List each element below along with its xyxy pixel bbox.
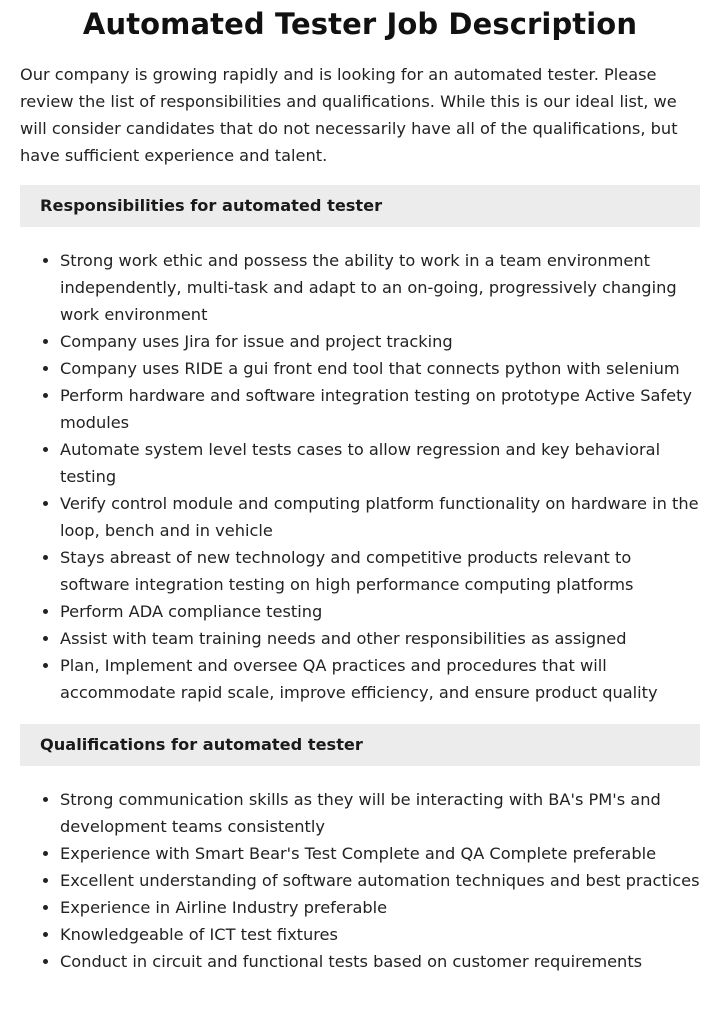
- list-item: Company uses Jira for issue and project tracking: [60, 328, 700, 355]
- list-item: Perform ADA compliance testing: [60, 598, 700, 625]
- list-item: Strong communication skills as they will be interacting with BA's PM's and development teams consistently: [60, 786, 700, 840]
- page-title: Automated Tester Job Description: [82, 7, 638, 41]
- qualifications-heading: Qualifications for automated tester: [20, 724, 700, 766]
- list-item: Conduct in circuit and functional tests based on customer requirements: [60, 948, 700, 975]
- responsibilities-heading: Responsibilities for automated tester: [20, 185, 700, 227]
- list-item: Experience with Smart Bear's Test Complete and QA Complete preferable: [60, 840, 700, 867]
- list-item: Excellent understanding of software automation techniques and best practices: [60, 867, 700, 894]
- list-item: Perform hardware and software integration testing on prototype Active Safety modules: [60, 382, 700, 436]
- list-item: Strong work ethic and possess the ability to work in a team environment independently, multi-task and adapt to an on-going, progressively changing work environment: [60, 247, 700, 328]
- list-item: Assist with team training needs and other responsibilities as assigned: [60, 625, 700, 652]
- list-item: Automate system level tests cases to allow regression and key behavioral testing: [60, 436, 700, 490]
- list-item: Stays abreast of new technology and competitive products relevant to software integration testing on high performance computing platforms: [60, 544, 700, 598]
- list-item: Company uses RIDE a gui front end tool that connects python with selenium: [60, 355, 700, 382]
- list-item: Experience in Airline Industry preferable: [60, 894, 700, 921]
- qualifications-list: [20, 786, 700, 975]
- intro-paragraph: Our company is growing rapidly and is looking for an automated tester. Please review the list of responsibilities and qualifications. While this is our ideal list, we will consider candidates that do not necessarily have all of the qualifications, but have sufficient experience and talent.: [20, 65, 678, 165]
- list-item: Plan, Implement and oversee QA practices and procedures that will accommodate rapid scale, improve efficiency, and ensure product quality: [60, 652, 700, 706]
- list-item: Verify control module and computing platform functionality on hardware in the loop, bench and in vehicle: [60, 490, 700, 544]
- responsibilities-list: [20, 247, 700, 706]
- list-item: Knowledgeable of ICT test fixtures: [60, 921, 700, 948]
